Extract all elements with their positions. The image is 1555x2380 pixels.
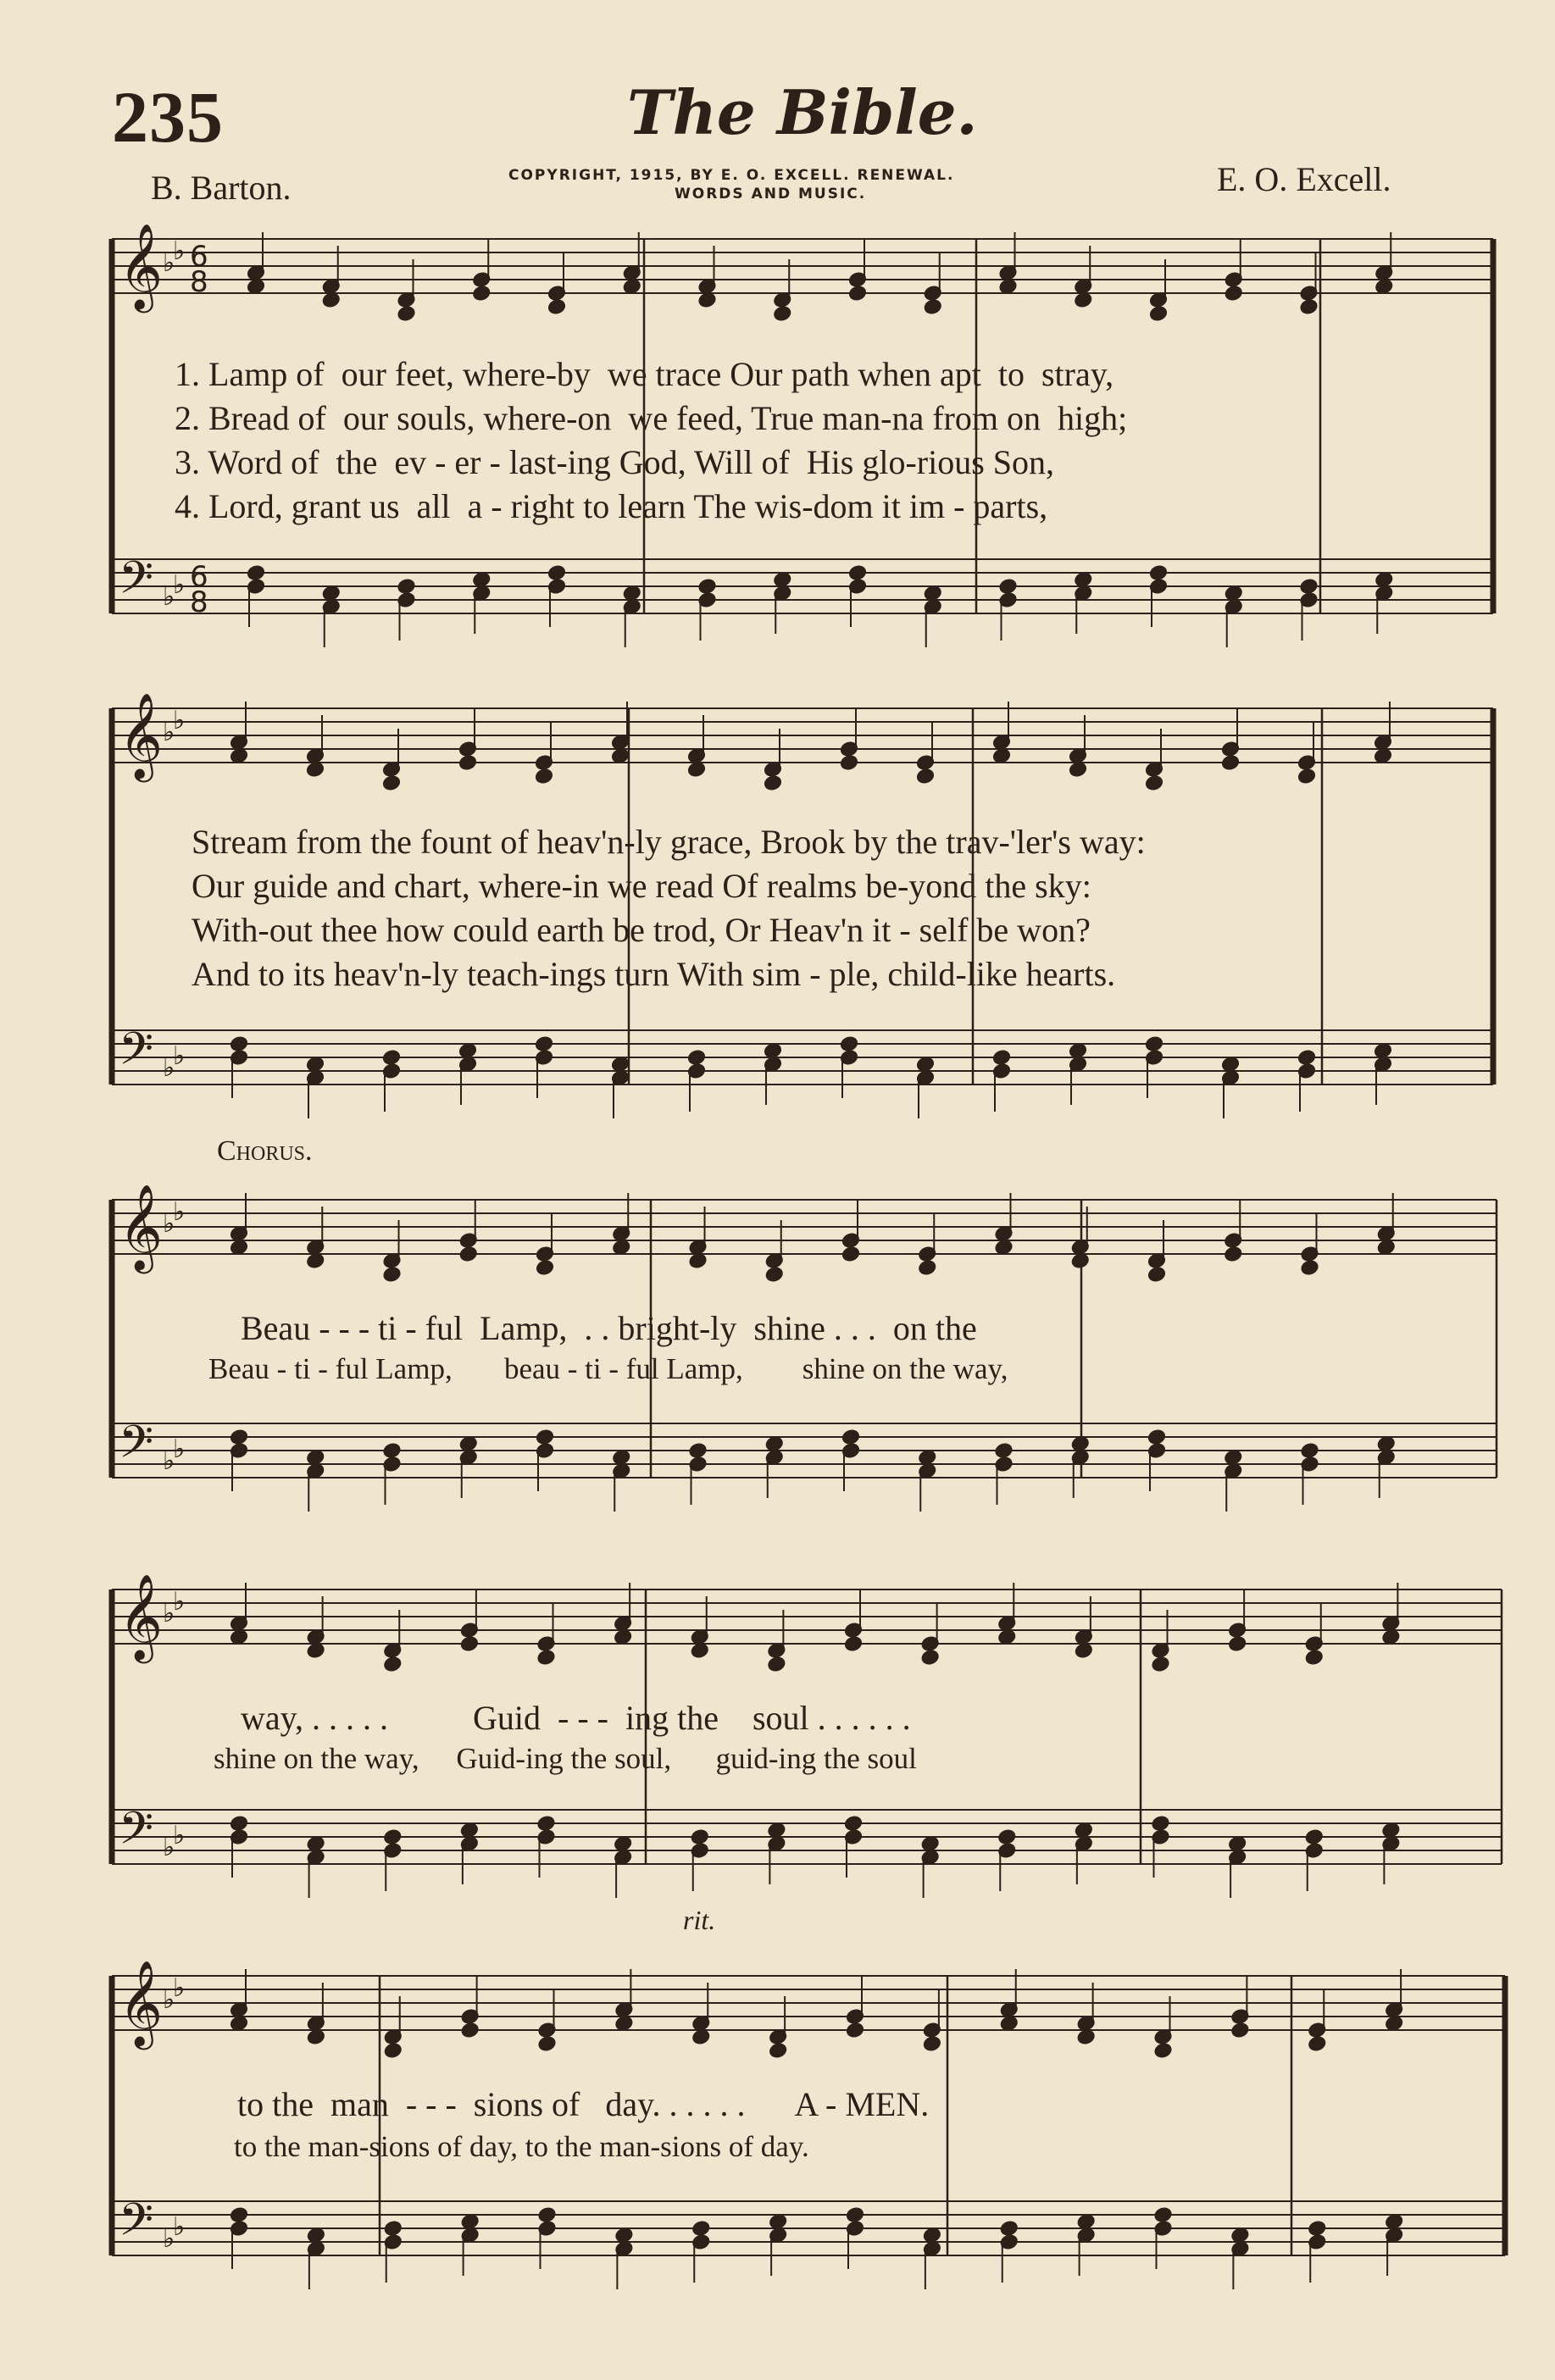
bass-note: [995, 1442, 1014, 1458]
bass-note: [687, 1049, 706, 1065]
bass-note: [923, 2227, 941, 2243]
treble-note: [307, 2028, 325, 2044]
treble-note: [1152, 1656, 1170, 1672]
bass-note: [458, 1042, 477, 1058]
treble-note: [848, 285, 867, 301]
copyright-line-2: WORDS AND MUSIC.: [675, 186, 867, 202]
ritardando-marking: rit.: [683, 1905, 716, 1935]
verse-line: And to its heav'n-ly teach-ings turn With sim - ple, child-like hearts.: [192, 955, 1116, 993]
bass-note: [611, 1056, 630, 1072]
treble-note: [1069, 761, 1087, 777]
treble-note: [1377, 1239, 1396, 1255]
composer: E. O. Excell.: [1217, 160, 1391, 198]
verse-line: Stream from the fount of heav'n-ly grace, Brook by the trav-'ler's way:: [192, 823, 1146, 861]
treble-note: [923, 2035, 941, 2051]
treble-note: [1071, 1252, 1090, 1268]
treble-note: [623, 278, 641, 294]
treble-note: [689, 1252, 708, 1268]
treble-clef: 𝄞: [119, 1183, 164, 1270]
bass-note: [1152, 1815, 1170, 1831]
bass-note: [1154, 2206, 1173, 2222]
bass-note: [768, 1822, 786, 1838]
treble-note: [1145, 774, 1163, 791]
treble-note: [769, 2042, 787, 2058]
treble-note: [460, 1635, 479, 1651]
treble-note: [1149, 305, 1168, 321]
bass-note: [1071, 1435, 1090, 1451]
treble-note: [1075, 1642, 1093, 1658]
bass-note: [535, 1035, 553, 1051]
treble-note: [612, 1239, 630, 1255]
bass-note: [322, 585, 341, 601]
bass-note: [306, 1449, 325, 1465]
treble-note: [1224, 1245, 1242, 1262]
bass-note: [461, 2213, 480, 2229]
bass-note: [773, 571, 791, 587]
treble-note: [461, 2022, 480, 2038]
bass-clef: 𝄢: [119, 1417, 154, 1479]
bass-note: [1221, 1056, 1240, 1072]
treble-clef: 𝄞: [119, 222, 164, 309]
bass-clef: 𝄢: [119, 552, 154, 615]
treble-note: [535, 768, 553, 784]
bass-note: [383, 1828, 402, 1845]
bass-note: [536, 1429, 554, 1445]
time-signature-bottom: 8: [190, 585, 208, 619]
key-flat: ♭: [173, 2212, 186, 2242]
bass-note: [230, 2206, 248, 2222]
treble-note: [1228, 1635, 1247, 1651]
treble-note: [916, 768, 935, 784]
key-flat: ♭: [163, 1053, 175, 1083]
bass-note: [307, 1835, 325, 1851]
treble-note: [230, 1239, 248, 1255]
bass-note: [765, 1435, 784, 1451]
bass-note: [538, 2206, 557, 2222]
treble-clef: 𝄞: [119, 1573, 164, 1660]
treble-note: [384, 2042, 403, 2058]
bass-note: [848, 564, 867, 580]
treble-note: [537, 1649, 556, 1665]
key-flat: ♭: [173, 1041, 186, 1071]
bass-note: [997, 1828, 1016, 1845]
bass-clef: 𝄢: [119, 2194, 154, 2257]
key-flat: ♭: [163, 248, 175, 278]
bass-note: [689, 1442, 708, 1458]
bass-note: [230, 1815, 248, 1831]
bass-note: [247, 564, 265, 580]
bass-note: [764, 1042, 782, 1058]
time-signature-top: 6: [190, 560, 208, 594]
bass-note: [230, 1429, 248, 1445]
treble-note: [383, 1266, 402, 1282]
bass-note: [230, 1035, 248, 1051]
bass-note: [537, 1815, 556, 1831]
treble-note: [230, 2015, 248, 2031]
treble-note: [924, 298, 942, 314]
chorus-soprano-line: way, . . . . . Guid - - - ing the soul . . . . . .: [241, 1699, 911, 1737]
chorus-label: Chorus.: [217, 1135, 313, 1167]
treble-note: [1385, 2015, 1403, 2031]
bass-clef: 𝄢: [119, 1024, 154, 1086]
key-flat: ♭: [173, 706, 186, 735]
key-flat: ♭: [163, 1833, 175, 1862]
bass-note: [383, 1442, 402, 1458]
treble-note: [230, 1628, 248, 1645]
bass-note: [918, 1449, 936, 1465]
bass-note: [1375, 571, 1393, 587]
treble-note: [459, 1245, 478, 1262]
treble-note: [547, 298, 566, 314]
treble-note: [765, 1266, 784, 1282]
treble-note: [1147, 1266, 1166, 1282]
key-flat: ♭: [173, 1821, 186, 1850]
bass-note: [1374, 1042, 1392, 1058]
bass-note: [1377, 1435, 1396, 1451]
treble-note: [322, 291, 341, 308]
treble-note: [921, 1649, 940, 1665]
treble-note: [472, 285, 491, 301]
treble-note: [773, 305, 791, 321]
treble-note: [307, 1642, 325, 1658]
treble-note: [1305, 1649, 1324, 1665]
bass-note: [1145, 1035, 1163, 1051]
treble-note: [247, 278, 265, 294]
treble-note: [1231, 2022, 1250, 2038]
treble-note: [382, 774, 401, 791]
verse-line: 4. Lord, grant us all a - right to learn The wis-dom it im - parts,: [175, 487, 1048, 525]
treble-note: [611, 747, 630, 763]
bass-note: [547, 564, 566, 580]
bass-note: [916, 1056, 935, 1072]
treble-note: [1382, 1628, 1401, 1645]
key-flat: ♭: [173, 1587, 186, 1617]
bass-note: [460, 1822, 479, 1838]
bass-note: [623, 585, 641, 601]
bass-clef: 𝄢: [119, 1803, 154, 1866]
treble-note: [1225, 285, 1243, 301]
treble-note: [397, 305, 416, 321]
treble-note: [1297, 768, 1316, 784]
verse-line: Our guide and chart, where-in we read Of realms be-yond the sky:: [192, 867, 1091, 905]
treble-note: [999, 278, 1018, 294]
bass-note: [999, 578, 1018, 594]
treble-note: [458, 754, 477, 770]
treble-note: [536, 1259, 554, 1275]
treble-note: [1000, 2015, 1019, 2031]
copyright-line-1: COPYRIGHT, 1915, BY E. O. EXCELL. RENEWAL.: [508, 167, 955, 184]
bass-note: [769, 2213, 787, 2229]
key-flat: ♭: [163, 2224, 175, 2254]
bass-note: [691, 1828, 709, 1845]
bass-note: [459, 1435, 478, 1451]
key-flat: ♭: [173, 570, 186, 600]
bass-note: [1069, 1042, 1087, 1058]
bass-note: [1301, 1442, 1319, 1458]
treble-note: [1154, 2042, 1173, 2058]
bass-note: [1225, 585, 1243, 601]
bass-note: [691, 2220, 710, 2236]
verse-line: 3. Word of the ev - er - last-ing God, Will of His glo-rious Son,: [175, 443, 1055, 481]
treble-note: [1374, 747, 1392, 763]
treble-note: [1301, 1259, 1319, 1275]
bass-note: [612, 1449, 630, 1465]
key-flat: ♭: [173, 1973, 186, 2003]
bass-note: [1000, 2220, 1019, 2236]
key-flat: ♭: [173, 1434, 186, 1464]
treble-clef: 𝄞: [119, 691, 164, 779]
key-flat: ♭: [163, 1446, 175, 1476]
chorus-soprano-line: Beau - - - ti - ful Lamp, . . bright-ly shine . . . on the: [241, 1309, 977, 1347]
chorus-bass-line: shine on the way, Guid-ing the soul, guid-ing the soul: [214, 1742, 917, 1775]
treble-note: [615, 2015, 634, 2031]
bass-note: [841, 1429, 860, 1445]
treble-note: [918, 1259, 936, 1275]
treble-note: [1308, 2035, 1326, 2051]
bass-note: [992, 1049, 1011, 1065]
bass-note: [1149, 564, 1168, 580]
treble-note: [844, 1635, 863, 1651]
bass-note: [384, 2220, 403, 2236]
treble-note: [768, 1656, 786, 1672]
treble-note: [1375, 278, 1393, 294]
treble-note: [687, 761, 706, 777]
key-flat: ♭: [163, 718, 175, 747]
treble-note: [306, 1252, 325, 1268]
treble-note: [992, 747, 1011, 763]
key-flat: ♭: [173, 1197, 186, 1227]
time-signature-top: 6: [190, 240, 208, 274]
treble-note: [698, 291, 717, 308]
treble-note: [306, 761, 325, 777]
treble-note: [230, 747, 248, 763]
treble-note: [1221, 754, 1240, 770]
bass-note: [1077, 2213, 1096, 2229]
treble-note: [846, 2022, 864, 2038]
bass-note: [1224, 1449, 1242, 1465]
treble-note: [614, 1628, 632, 1645]
lyricist: B. Barton.: [151, 169, 292, 207]
verse-line: With-out thee how could earth be trod, Or Heav'n it - self be won?: [192, 911, 1091, 949]
bass-note: [924, 585, 942, 601]
hymn-number: 235: [112, 76, 224, 158]
treble-note: [1300, 298, 1319, 314]
chorus-soprano-line: to the man - - - sions of day. . . . . . A - MEN.: [237, 2085, 930, 2123]
verse-line: 2. Bread of our souls, where-on we feed, True man-na from on high;: [175, 399, 1128, 437]
bass-note: [1228, 1835, 1247, 1851]
key-flat: ♭: [163, 1599, 175, 1628]
bass-note: [1308, 2220, 1326, 2236]
verse-line: 1. Lamp of our feet, where-by we trace Our path when apt to stray,: [175, 355, 1114, 393]
key-flat: ♭: [163, 582, 175, 612]
time-signature-bottom: 8: [190, 265, 208, 299]
bass-note: [615, 2227, 634, 2243]
chorus-bass-line: to the man-sions of day, to the man-sions of day.: [234, 2130, 809, 2163]
treble-note: [538, 2035, 557, 2051]
treble-note: [691, 1642, 709, 1658]
treble-note: [1077, 2028, 1096, 2044]
bass-note: [1075, 1822, 1093, 1838]
bass-note: [1297, 1049, 1316, 1065]
bass-note: [921, 1835, 940, 1851]
bass-note: [397, 578, 416, 594]
treble-note: [840, 754, 858, 770]
bass-note: [1300, 578, 1319, 594]
bass-note: [1231, 2227, 1250, 2243]
bass-note: [307, 2227, 325, 2243]
treble-clef: 𝄞: [119, 1959, 164, 2046]
bass-note: [382, 1049, 401, 1065]
bass-note: [698, 578, 717, 594]
bass-note: [1305, 1828, 1324, 1845]
treble-note: [995, 1239, 1014, 1255]
bass-note: [844, 1815, 863, 1831]
treble-note: [841, 1245, 860, 1262]
bass-note: [614, 1835, 632, 1851]
key-flat: ♭: [173, 236, 186, 266]
bass-note: [472, 571, 491, 587]
bass-note: [1147, 1429, 1166, 1445]
bass-note: [846, 2206, 864, 2222]
bass-note: [1382, 1822, 1401, 1838]
key-flat: ♭: [163, 1985, 175, 2015]
bass-note: [840, 1035, 858, 1051]
treble-note: [383, 1656, 402, 1672]
treble-note: [691, 2028, 710, 2044]
treble-note: [764, 774, 782, 791]
treble-note: [997, 1628, 1016, 1645]
key-flat: ♭: [163, 1209, 175, 1239]
treble-note: [1074, 291, 1092, 308]
bass-note: [1385, 2213, 1403, 2229]
bass-note: [306, 1056, 325, 1072]
hymn-title: The Bible.: [627, 76, 978, 148]
chorus-bass-line: Beau - ti - ful Lamp, beau - ti - ful Lamp, shine on the way,: [208, 1352, 1008, 1385]
bass-note: [1074, 571, 1092, 587]
